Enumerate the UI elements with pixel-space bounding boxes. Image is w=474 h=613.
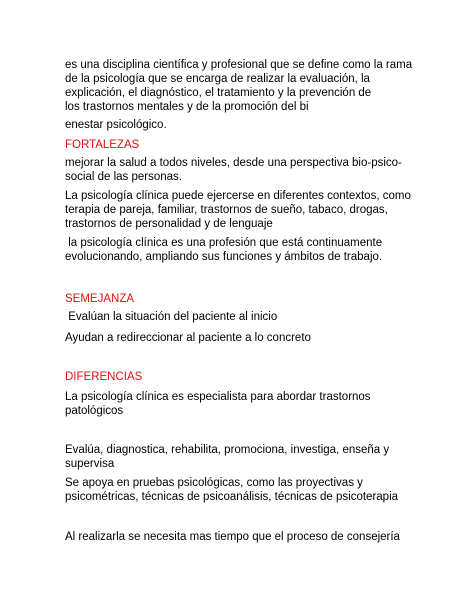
intro-line-3: explicación, el diagnóstico, el tratamiento y la prevención de	[65, 87, 372, 99]
intro-line-1: es una disciplina científica y profesional que se define como la rama	[65, 59, 413, 71]
semejanza-item-2: Ayudan a redireccionar al paciente a lo concreto	[65, 332, 311, 344]
intro-continuation: enestar psicológico.	[65, 119, 167, 131]
diferencias-item-3-line-1: Se apoya en pruebas psicológicas, como las proyectivas y	[65, 477, 363, 489]
fortalezas-p3-line-2: evolucionando, ampliando sus funciones y ámbitos de trabajo.	[65, 251, 383, 263]
semejanza-item-1: Evalúan la situación del paciente al inicio	[65, 311, 278, 323]
fortalezas-p2-line-1: La psicología clínica puede ejercerse en diferentes contextos, como	[65, 190, 411, 202]
intro-line-2: de la psicología que se encarga de realizar la evaluación, la	[65, 73, 370, 85]
fortalezas-p1-line-1: mejorar la salud a todos niveles, desde una perspectiva bio-psico-	[65, 157, 402, 169]
diferencias-item-1-line-2: patológicos	[65, 405, 124, 417]
fortalezas-p2-line-2: terapia de pareja, familiar, trastornos de sueño, tabaco, drogas,	[65, 204, 388, 216]
diferencias-heading: DIFERENCIAS	[65, 371, 143, 383]
diferencias-item-3-line-2: psicométricas, técnicas de psicoanálisis, técnicas de psicoterapia	[65, 491, 399, 503]
diferencias-item-2-line-2: supervisa	[65, 458, 115, 470]
fortalezas-p2-line-3: trastornos de personalidad y de lenguaje	[65, 218, 273, 230]
diferencias-item-2-line-1: Evalúa, diagnostica, rehabilita, promociona, investiga, enseña y	[65, 444, 390, 456]
intro-line-4: los trastornos mentales y de la promoción del bi	[65, 101, 309, 113]
fortalezas-p1-line-2: social de las personas.	[65, 171, 182, 183]
diferencias-item-1-line-1: La psicología clínica es especialista para abordar trastornos	[65, 391, 371, 403]
fortalezas-heading: FORTALEZAS	[65, 139, 140, 151]
semejanza-heading: SEMEJANZA	[65, 293, 135, 305]
diferencias-item-4: Al realizarla se necesita mas tiempo que el proceso de consejería	[65, 531, 400, 543]
fortalezas-p3-line-1: la psicología clínica es una profesión que está continuamente	[65, 237, 383, 249]
